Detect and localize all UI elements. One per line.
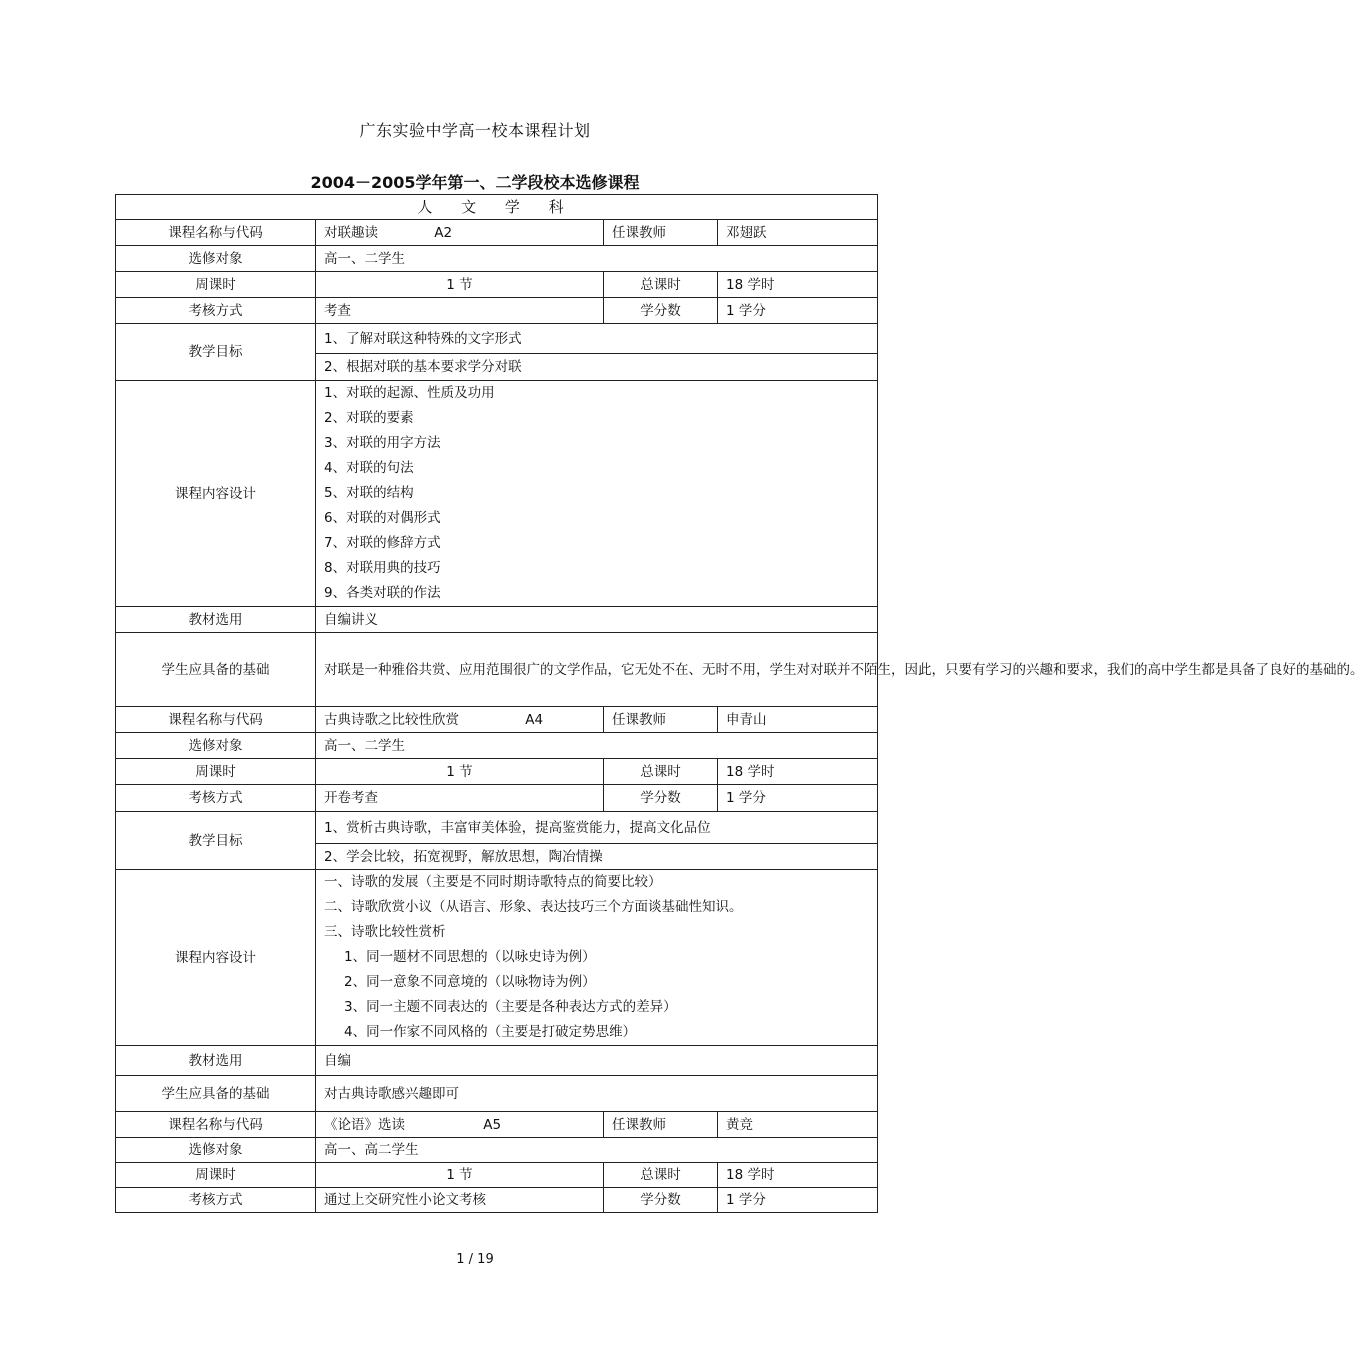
label-total-hours: 总课时: [604, 272, 718, 298]
content-item: 1、同一题材不同思想的（以咏史诗为例）: [344, 949, 596, 965]
label-content: 课程内容设计: [116, 870, 316, 1046]
course-textbook: 自编: [316, 1046, 878, 1076]
document-subtitle: 2004－2005学年第一、二学段校本选修课程: [310, 173, 640, 192]
label-total-hours: 总课时: [604, 1163, 718, 1188]
course-foundation: 对古典诗歌感兴趣即可: [316, 1076, 878, 1112]
course-total-hours: 18 学时: [718, 759, 878, 785]
course-assessment: 考查: [316, 298, 604, 324]
label-name-code: 课程名称与代码: [116, 707, 316, 733]
content-item: 3、同一主题不同表达的（主要是各种表达方式的差异）: [344, 999, 677, 1015]
course-assessment: 开卷考查: [316, 785, 604, 812]
label-target: 选修对象: [116, 1138, 316, 1163]
content-item: 2、同一意象不同意境的（以咏物诗为例）: [344, 974, 596, 990]
course-credits: 1 学分: [718, 785, 878, 812]
course-name-cell: [316, 220, 604, 246]
course-name: 古典诗歌之比较性欣赏: [324, 711, 459, 728]
content-item: 2、对联的要素: [324, 410, 414, 426]
course-weekly-hours: 1 节: [316, 759, 604, 785]
label-textbook: 教材选用: [116, 1046, 316, 1076]
course-textbook: 自编讲义: [316, 607, 878, 633]
content-item: 二、诗歌欣赏小议（从语言、形象、表达技巧三个方面谈基础性知识。: [324, 899, 743, 915]
course-total-hours: 18 学时: [718, 1163, 878, 1188]
course-goal: 1、赏析古典诗歌，丰富审美体验，提高鉴赏能力，提高文化品位: [316, 812, 878, 844]
course-target: 高一、高二学生: [316, 1138, 878, 1163]
label-target: 选修对象: [116, 733, 316, 759]
course-name-cell: [316, 1112, 604, 1138]
label-credits: 学分数: [604, 1188, 718, 1213]
label-foundation: 学生应具备的基础: [116, 633, 316, 707]
label-teacher: 任课教师: [604, 1112, 718, 1138]
label-total-hours: 总课时: [604, 759, 718, 785]
label-goals: 教学目标: [116, 324, 316, 381]
label-assessment: 考核方式: [116, 298, 316, 324]
label-assessment: 考核方式: [116, 1188, 316, 1213]
course-name: 对联趣读: [324, 224, 378, 241]
course-table: [115, 194, 1364, 1213]
content-item: 3、对联的用字方法: [324, 435, 441, 451]
label-target: 选修对象: [116, 246, 316, 272]
course-target: 高一、二学生: [316, 246, 878, 272]
label-credits: 学分数: [604, 298, 718, 324]
content-item: 4、对联的句法: [324, 460, 414, 476]
content-item: 4、同一作家不同风格的（主要是打破定势思维）: [344, 1024, 637, 1040]
course-2-name-row: [116, 707, 878, 733]
content-item: 8、对联用典的技巧: [324, 560, 441, 576]
label-weekly-hours: 周课时: [116, 272, 316, 298]
course-target: 高一、二学生: [316, 733, 878, 759]
course-weekly-hours: 1 节: [316, 1163, 604, 1188]
course-weekly-hours: 1 节: [316, 272, 604, 298]
label-content: 课程内容设计: [116, 381, 316, 607]
label-foundation: 学生应具备的基础: [116, 1076, 316, 1112]
label-teacher: 任课教师: [604, 220, 718, 246]
course-teacher: 申青山: [718, 707, 878, 733]
course-credits: 1 学分: [718, 1188, 878, 1213]
course-credits: 1 学分: [718, 298, 878, 324]
content-item: 6、对联的对偶形式: [324, 510, 441, 526]
course-1-name-row: [116, 220, 878, 246]
course-goal: 1、了解对联这种特殊的文字形式: [316, 324, 878, 354]
course-3-name-row: [116, 1112, 878, 1138]
section-header: 人 文 学 科: [116, 195, 878, 220]
course-name: 《论语》选读: [324, 1116, 405, 1133]
content-item: 7、对联的修辞方式: [324, 535, 441, 551]
course-code: A5: [483, 1116, 502, 1133]
label-teacher: 任课教师: [604, 707, 718, 733]
label-assessment: 考核方式: [116, 785, 316, 812]
course-goal: 2、根据对联的基本要求学分对联: [316, 354, 878, 381]
content-item: 9、各类对联的作法: [324, 585, 441, 601]
content-item: 三、诗歌比较性赏析: [324, 924, 446, 940]
label-weekly-hours: 周课时: [116, 1163, 316, 1188]
label-name-code: 课程名称与代码: [116, 220, 316, 246]
course-code: A4: [525, 711, 544, 728]
course-foundation: 对联是一种雅俗共赏、应用范围很广的文学作品，它无处不在、无时不用，学生对对联并不陌生，因此，只要有学习的兴趣和要求，我们的高中学生都是具备了良好的基础的。: [316, 633, 878, 707]
course-name-cell: [316, 707, 604, 733]
label-goals: 教学目标: [116, 812, 316, 870]
content-item: 5、对联的结构: [324, 485, 414, 501]
course-code: A2: [434, 224, 453, 241]
course-total-hours: 18 学时: [718, 272, 878, 298]
document-title: 广东实验中学高一校本课程计划: [359, 121, 591, 140]
label-weekly-hours: 周课时: [116, 759, 316, 785]
course-teacher: 邓翅跃: [718, 220, 878, 246]
course-assessment: 通过上交研究性小论文考核: [316, 1188, 604, 1213]
content-item: 1、对联的起源、性质及功用: [324, 385, 495, 401]
page-number: 1 / 19: [456, 1252, 494, 1267]
label-textbook: 教材选用: [116, 607, 316, 633]
course-goal: 2、学会比较，拓宽视野，解放思想，陶冶情操: [316, 844, 878, 870]
course-teacher: 黄竞: [718, 1112, 878, 1138]
content-item: 一、诗歌的发展（主要是不同时期诗歌特点的简要比较）: [324, 874, 662, 890]
course-content: [316, 870, 878, 1046]
label-credits: 学分数: [604, 785, 718, 812]
label-name-code: 课程名称与代码: [116, 1112, 316, 1138]
course-content: [316, 381, 878, 607]
